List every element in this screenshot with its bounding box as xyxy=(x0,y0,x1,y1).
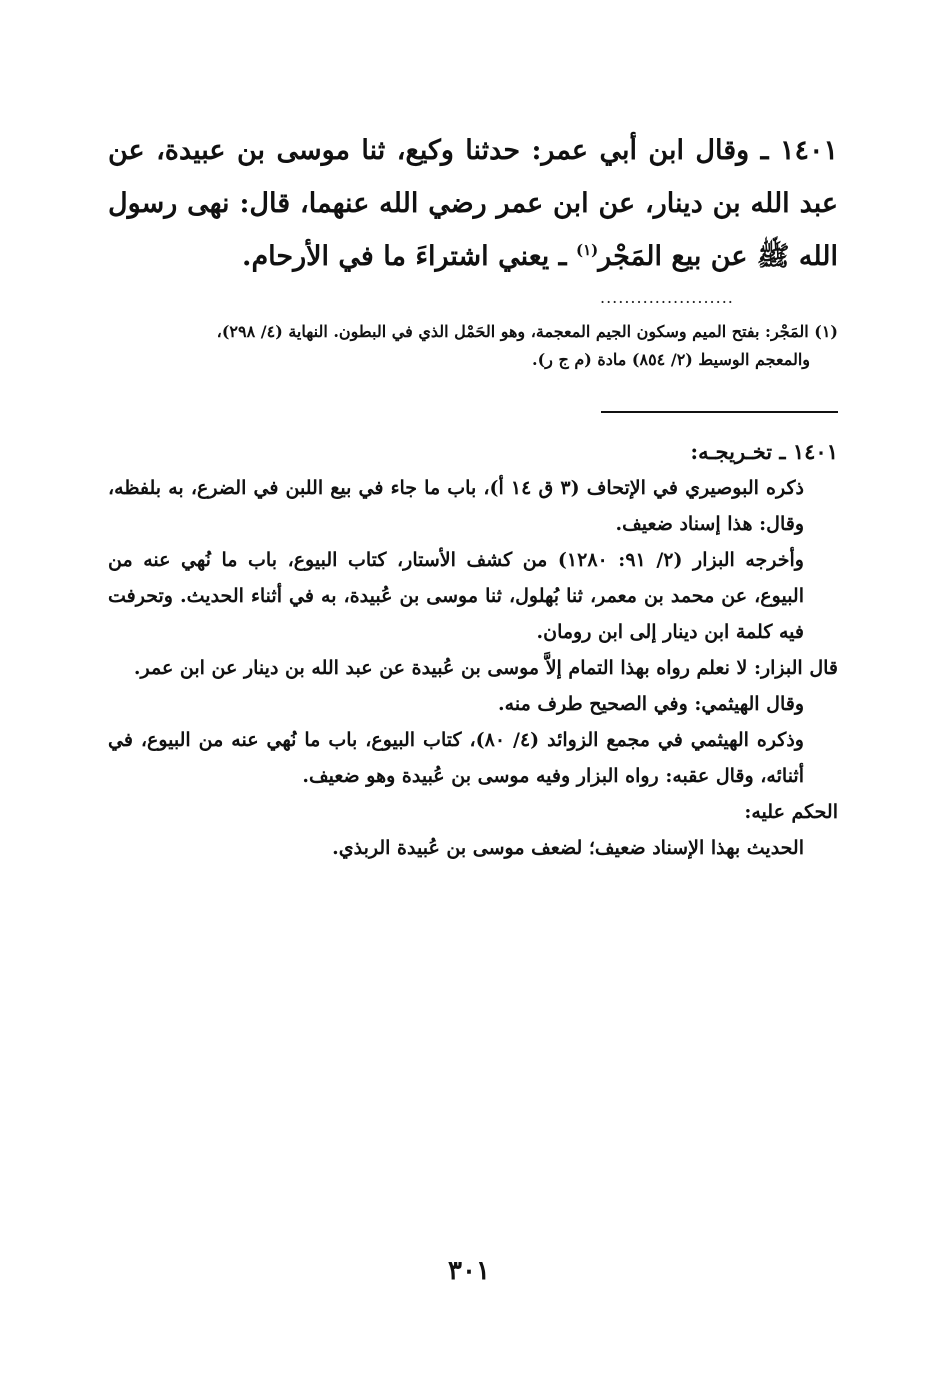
page-number: ٣٠١ xyxy=(448,1256,490,1286)
footnote-marker: (١) xyxy=(576,241,599,259)
takhrij-section xyxy=(108,434,838,866)
hadith-body: وقال ابن أبي عمر: حدثنا وكيع، ثنا موسى بن عبيدة، عن عبد الله بن دينار، عن ابن عمر رضي الله عنهما، قال: نهى رسول الله ﷺ عن بيع المَجْر xyxy=(108,135,838,272)
takhrij-title: ١٤٠١ ـ تخـريجـه: xyxy=(690,439,838,464)
hadith-body-end: ـ يعني اشتراءَ ما في الأرحام. xyxy=(242,241,567,272)
hadith-text xyxy=(108,124,838,283)
takhrij-paragraph: وأخرجه البزار (٢/ ٩١: ١٢٨٠) من كشف الأستار، كتاب البيوع، باب ما نُهي عنه من البيوع، عن محمد بن معمر، ثنا بُهلول، ثنا موسى بن عُبيدة، به في أثناء الحديث. وتحرفت فيه كلمة ابن دينار إلى ابن رومان. xyxy=(108,549,804,643)
hadith-dash: ـ xyxy=(749,135,769,166)
footnote-line: (١) المَجْر: بفتح الميم وسكون الجيم المعجمة، وهو الحَمْل الذي في البطون. النهاية (٤/ ٢٩٨)، xyxy=(216,322,838,341)
takhrij-paragraph: قال البزار: لا نعلم رواه بهذا التمام إلاَّ موسى بن عُبيدة عن عبد الله بن دينار عن ابن عمر. xyxy=(133,657,838,679)
section-divider xyxy=(601,411,838,413)
hadith-number: ١٤٠١ xyxy=(780,135,839,166)
footnote xyxy=(108,318,838,374)
takhrij-paragraph: ذكره البوصيري في الإتحاف (٣ ق ١٤ أ)، باب ما جاء في بيع اللبن في الضرع، به بلفظه، وقال: هذا إسناد ضعيف. xyxy=(108,477,804,535)
separator-dots: ...................... xyxy=(600,288,734,307)
verdict-title: الحكم عليه: xyxy=(744,801,838,823)
verdict-text: الحديث بهذا الإسناد ضعيف؛ لضعف موسى بن عُبيدة الربذي. xyxy=(332,837,804,859)
takhrij-paragraph: وذكره الهيثمي في مجمع الزوائد (٤/ ٨٠)، كتاب البيوع، باب ما نُهي عنه من البيوع، في أثنائه، وقال عقبه: رواه البزار وفيه موسى بن عُبيدة وهو ضعيف. xyxy=(108,729,804,787)
takhrij-paragraph: وقال الهيثمي: وفي الصحيح طرف منه. xyxy=(498,693,804,715)
footnote-line: والمعجم الوسيط (٢/ ٨٥٤) مادة (م ج ر). xyxy=(532,350,810,369)
